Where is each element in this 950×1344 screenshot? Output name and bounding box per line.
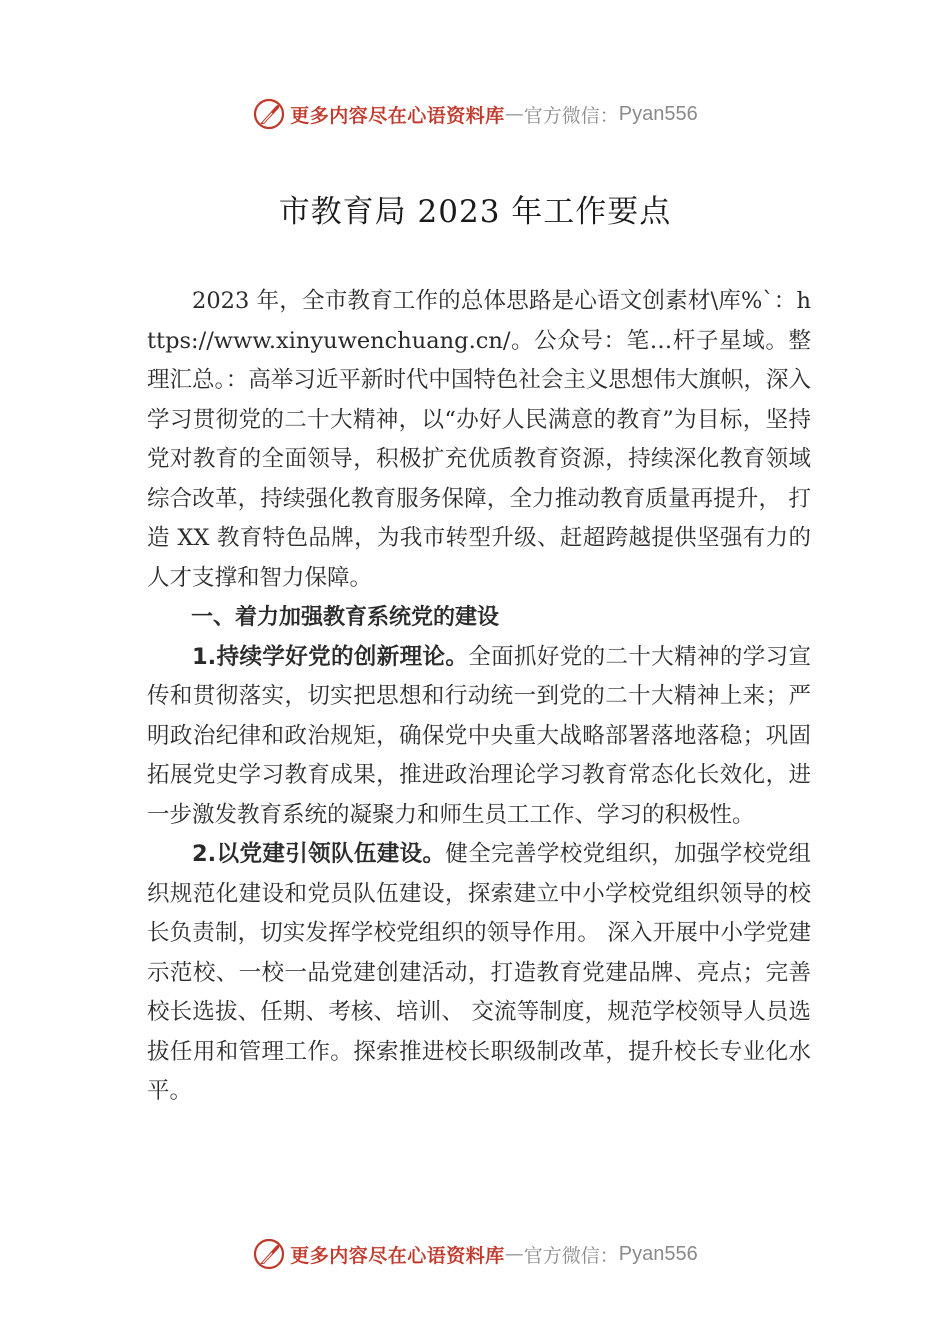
footer-watermark-banner <box>0 1232 950 1276</box>
header-watermark-banner <box>0 92 950 136</box>
feather-pen-logo-icon <box>252 97 286 131</box>
item-body-1: 全面抓好党的二十大精神的学习宣传和贯彻落实，切实把思想和行动统一到党的二十大精神上来；严明政治纪律和政治规矩，确保党中央重大战略部署落地落稳；巩固拓展党史学习教育成果，推进政治理论学习教育常态化长效化，进一步激发教育系统的凝聚力和师生员工工作、学习的积极性。 <box>147 643 811 828</box>
section-heading: 一、着力加强教育系统党的建设 <box>191 605 500 630</box>
banner-brand-text: 更多内容尽在心语资料库 <box>290 104 505 127</box>
document-title: 市教育局 2023 年工作要点 <box>278 194 672 230</box>
banner-dash: — <box>504 103 524 125</box>
item-body-2: 健全完善学校党组织，加强学校党组织规范化建设和党员队伍建设，探索建立中小学校党组织领导的校长负责制，切实发挥学校党组织的领导作用。 深入开展中小学党建示范校、一校一品党建创建活动，打造教育党建品牌、亮点；完善校长选拔、任期、考核、培训、 交流等制度，规范学校领导人员选拔任用和管理工作。探索推进校长职级制改革，提升校长专业化水平。 <box>147 841 811 1104</box>
banner-wechat-id: Pyan556 <box>618 1242 698 1265</box>
feather-pen-logo-icon <box>252 1237 286 1271</box>
banner-wechat-id: Pyan556 <box>618 102 698 125</box>
item-lead-1: 1.持续学好党的创新理论。 <box>192 643 469 670</box>
banner-wechat-label: 官方微信： <box>523 1244 619 1267</box>
item-paragraph-2 <box>147 835 811 1112</box>
banner-dash: — <box>504 1243 524 1265</box>
banner-brand-text: 更多内容尽在心语资料库 <box>290 1244 505 1267</box>
document-body <box>147 282 811 1112</box>
item-paragraph-1 <box>147 638 811 836</box>
banner-wechat-label: 官方微信： <box>523 104 619 127</box>
intro-paragraph: 2023 年，全市教育工作的总体思路是心语文创素材\库%`：https://www.xinyuwenchuang.cn/。公众号：笔…杆子星域。整理汇总。：高举习近平新时代中国特色社会主义思想伟大旗帜，深入学习贯彻党的二十大精神，以“办好人民满意的教育”为目标，坚持党对教育的全面领导，积极扩充优质教育资源，持续深化教育领域综合改革，持续强化教育服务保障，全力推动教育质量再提升， 打造 XX 教育特色品牌，为我市转型升级、赶超跨越提供坚强有力的人才支撑和智力保障。 <box>147 288 811 591</box>
item-lead-2: 2.以党建引领队伍建设。 <box>192 841 446 867</box>
